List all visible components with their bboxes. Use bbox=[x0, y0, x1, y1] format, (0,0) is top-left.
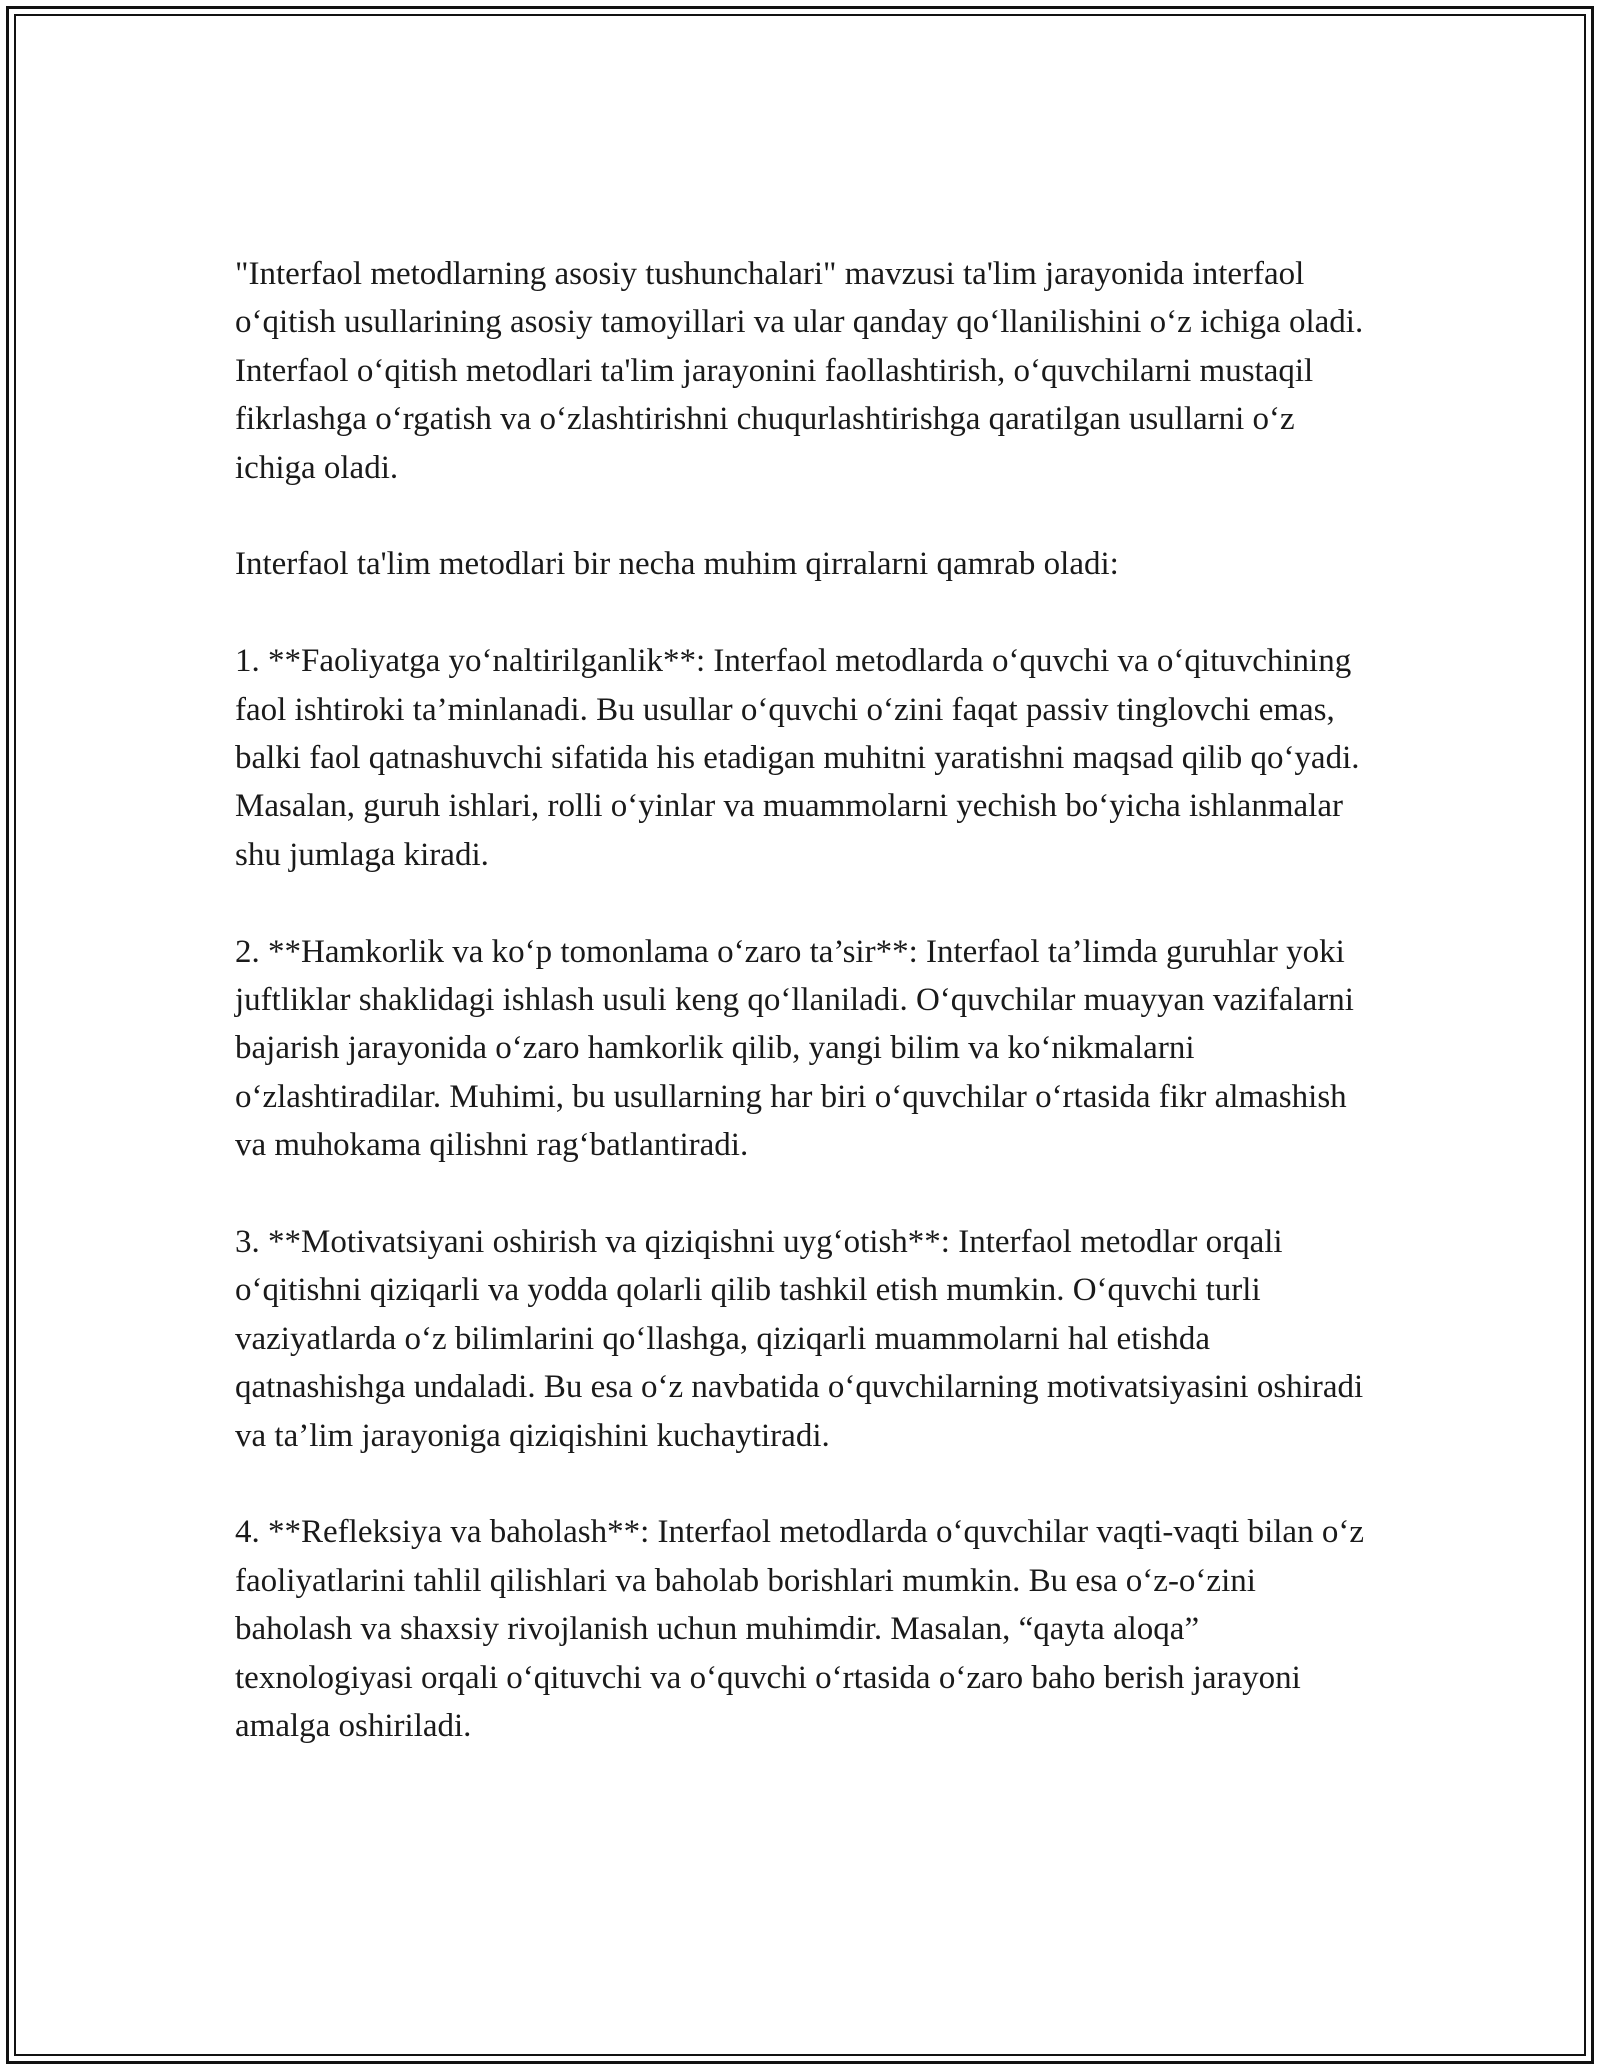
list-item-4: 4. **Refleksiya va baholash**: Interfaol metodlarda o‘quvchilar vaqti-vaqti bilan o‘z faoliyatlarini tahlil qilishlari va baholab borishlari mumkin. Bu esa o‘z-o‘zini baholash va shaxsiy rivojlanish uchun muhimdir. Masalan, “qayta aloqa” texnologiyasi orqali o‘qituvchi va o‘quvchi o‘rtasida o‘zaro baho berish jarayoni amalga oshiriladi. bbox=[235, 1514, 1364, 1745]
list-item-1: 1. **Faoliyatga yo‘naltirilganlik**: Interfaol metodlarda o‘quvchi va o‘qituvchining faol ishtiroki ta’minlanadi. Bu usullar o‘quvchi o‘zini faqat passiv tinglovchi emas, balki faol qatnashuvchi sifatida his etadigan muhitni yaratishni maqsad qilib qo‘yadi. Masalan, guruh ishlari, rolli o‘yinlar va muammolarni yechish bo‘yicha ishlanmalar shu jumlaga kiradi. bbox=[235, 643, 1360, 873]
document-body bbox=[235, 250, 1375, 1799]
list-item-2: 2. **Hamkorlik va ko‘p tomonlama o‘zaro ta’sir**: Interfaol ta’limda guruhlar yoki juftliklar shaklidagi ishlash usuli keng qo‘llaniladi. O‘quvchilar muayyan vazifalarni bajarish jarayonida o‘zaro hamkorlik qilib, yangi bilim va ko‘nikmalarni o‘zlashtiradilar. Muhimi, bu usullarning har biri o‘quvchilar o‘rtasida fikr almashish va muhokama qilishni rag‘batlantiradi. bbox=[235, 933, 1354, 1164]
lead-paragraph: Interfaol ta'lim metodlari bir necha muhim qirralarni qamrab oladi: bbox=[235, 546, 1119, 583]
list-item-3: 3. **Motivatsiyani oshirish va qiziqishni uyg‘otish**: Interfaol metodlar orqali o‘qitishni qiziqarli va yodda qolarli qilib tashkil etish mumkin. O‘quvchi turli vaziyatlarda o‘z bilimlarini qo‘llashga, qiziqarli muammolarni hal etishda qatnashishga undaladi. Bu esa o‘z navbatida o‘quvchilarning motivatsiyasini oshiradi va ta’lim jarayoniga qiziqishini kuchaytiradi. bbox=[235, 1224, 1364, 1454]
intro-paragraph: "Interfaol metodlarning asosiy tushunchalari" mavzusi ta'lim jarayonida interfaol o‘qitish usullarining asosiy tamoyillari va ular qanday qo‘llanilishini o‘z ichiga oladi. Interfaol o‘qitish metodlari ta'lim jarayonini faollashtirish, o‘quvchilarni mustaqil fikrlashga o‘rgatish va o‘zlashtirishni chuqurlashtirishga qaratilgan usullarni o‘z ichiga oladi. bbox=[235, 256, 1364, 486]
